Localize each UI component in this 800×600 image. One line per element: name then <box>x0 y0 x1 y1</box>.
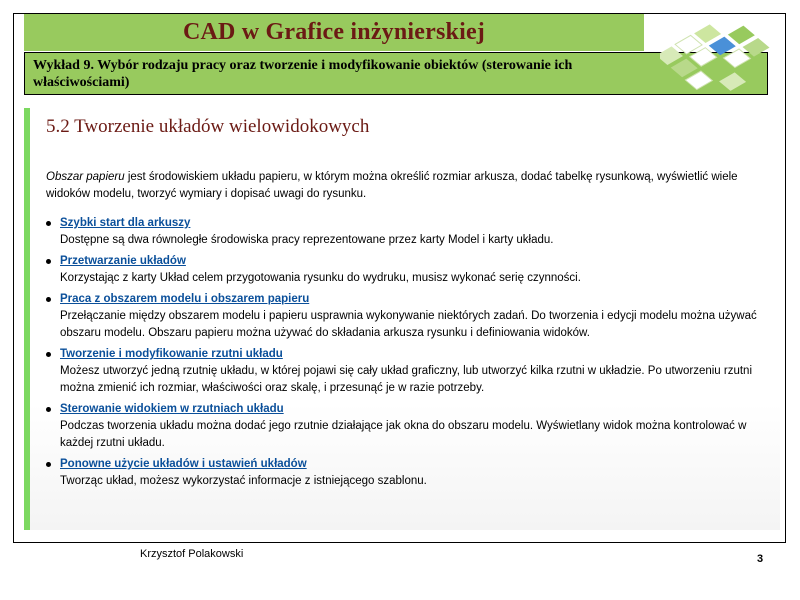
list-item <box>46 401 770 452</box>
page-number: 3 <box>757 553 764 565</box>
bullet-icon <box>46 462 51 467</box>
list-item-text: Podczas tworzenia układu można dodać jego rzutnie działające jak okna do obszaru modelu. Wyświetlany widok można kontrolować w każdej rzutni układu. <box>60 420 747 449</box>
lecture-subtitle-line1: Wykład 9. Wybór rodzaju pracy oraz tworzenie i modyfikowanie obiektów (sterowanie ich <box>33 58 573 73</box>
list-item-text: Korzystając z karty Układ celem przygotowania rysunku do wydruku, musisz wykonać serię czynności. <box>60 272 581 284</box>
list-item <box>46 456 770 490</box>
title-banner <box>24 14 644 51</box>
link-szybki-start[interactable]: Szybki start dla arkuszy <box>60 217 191 229</box>
link-praca-z-obszarem[interactable]: Praca z obszarem modelu i obszarem papieru <box>60 293 310 305</box>
footer-author: Krzysztof Polakowski <box>140 548 244 560</box>
section-heading: 5.2 Tworzenie układów wielowidokowych <box>46 116 370 137</box>
intro-term: Obszar papieru <box>46 171 125 183</box>
list-item <box>46 346 770 397</box>
list-item <box>46 253 770 287</box>
topic-list <box>46 215 770 494</box>
bullet-icon <box>46 259 51 264</box>
bullet-icon <box>46 407 51 412</box>
lecture-subtitle-line2: właściwościami) <box>33 75 130 90</box>
list-item <box>46 215 770 249</box>
bullet-icon <box>46 297 51 302</box>
list-item-text: Tworząc układ, możesz wykorzystać informacje z istniejącego szablonu. <box>60 475 427 487</box>
bullet-icon <box>46 352 51 357</box>
link-przetwarzanie-ukladow[interactable]: Przetwarzanie układów <box>60 255 186 267</box>
link-tworzenie-rzutni[interactable]: Tworzenie i modyfikowanie rzutni układu <box>60 348 283 360</box>
intro-paragraph <box>46 169 766 203</box>
bullet-icon <box>46 221 51 226</box>
lecture-subtitle-box <box>24 52 768 95</box>
list-item-text: Przełączanie między obszarem modelu i papieru usprawnia wykonywanie niektórych zadań. Do tworzenia i edycji modelu można używać obszaru modelu. Obszaru papieru można używać do składania arkusza rysunku i definiowania widoków. <box>60 310 757 339</box>
list-item-text: Możesz utworzyć jedną rzutnię układu, w której pojawi się cały układ graficzny, lub utworzyć kilka rzutni w układzie. Po utworzeniu rzutni można zmienić ich rozmiar, właściwości oraz skalę, i przesunąć je w razie potrzeby. <box>60 365 752 394</box>
link-ponowne-uzycie[interactable]: Ponowne użycie układów i ustawień układów <box>60 458 307 470</box>
list-item <box>46 291 770 342</box>
slide-title: CAD w Grafice inżynierskiej <box>182 19 485 45</box>
list-item-text: Dostępne są dwa równoległe środowiska pracy reprezentowane przez karty Model i karty układu. <box>60 234 554 246</box>
intro-text: jest środowiskiem układu papieru, w którym można określić rozmiar arkusza, dodać tabelkę rysunkową, wyświetlić wiele widoków modelu, tworzyć wymiary i dopisać uwagi do rysunku. <box>46 171 738 200</box>
link-sterowanie-widokiem[interactable]: Sterowanie widokiem w rzutniach układu <box>60 403 284 415</box>
accent-bar <box>24 108 30 530</box>
